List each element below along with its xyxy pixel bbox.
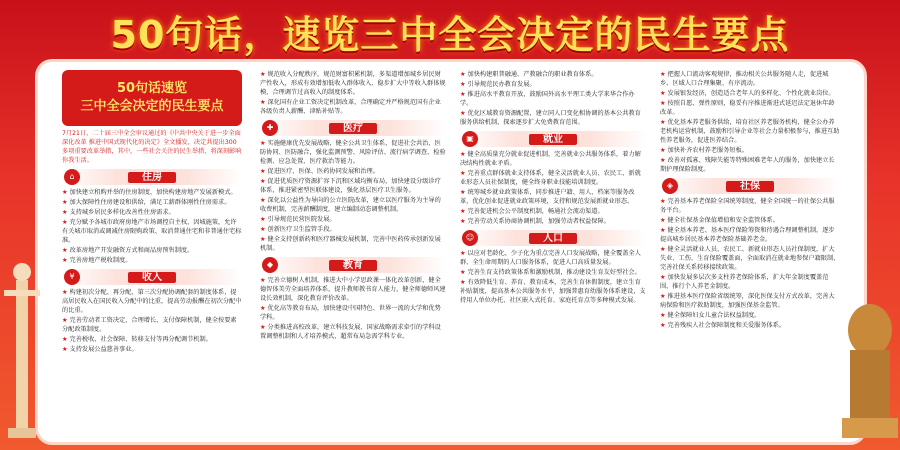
col4-top-list — [660, 70, 840, 174]
list-item: ★ 完善立德树人机制，推进大中小学思政课一体化改革创新，健全德智体美劳全面培养体系，提升教师教书育人能力，健全师德师风建设长效机制，深化教育评价改革。 — [260, 277, 446, 302]
list-item: ★ 分类推进高校改革，建立科技发展、国家战略需求牵引的学科设置调整机制和人才培养模式，超常布局急需学科专业。 — [260, 324, 441, 340]
list-item: ★ 统筹城乡就业政策体系，同步推进户籍、用人、档案等服务改革，优化创业促进就业政策环境，支持和规范发展新就业形态。 — [460, 189, 635, 205]
graduation-cap-icon: ◆ — [262, 257, 278, 273]
subtitle-line-1: 50句话速览 — [116, 81, 188, 96]
list-item: ★ 以应对老龄化、少子化为重点完善人口发展战略，健全覆盖全人群、全生命周期的人口服务体系，促进人口高质量发展。 — [460, 250, 641, 266]
section-header-medical: ✚ 医疗 — [260, 120, 446, 136]
medical-list — [260, 139, 446, 253]
list-item: ★ 健全基本养老、基本医疗保险筹资和待遇合理调整机制，逐步提高城乡居民基本养老保险基础养老金。 — [660, 227, 835, 243]
section-header-social: ◈ 社保 — [660, 178, 840, 194]
section-header-population: ☺ 人口 — [460, 230, 646, 246]
list-item: ★ 引导规范民办教育发展。 — [460, 81, 536, 88]
list-item: ★ 完善劳动关系协商协调机制，加强劳动者权益保障。 — [460, 218, 610, 225]
list-item: ★ 深化以公益性为导向的公立医院改革，建立以医疗服务为主导的收费机制，完善薪酬制度，建立编制动态调整机制。 — [260, 197, 441, 213]
population-list — [460, 249, 646, 305]
section-header-income: ¥ 收入 — [62, 269, 242, 285]
list-item: ★ 按照自愿、弹性原则，稳妥有序推进渐进式延迟法定退休年龄改革。 — [660, 100, 835, 116]
briefcase-icon: ▣ — [462, 131, 478, 147]
list-item: ★ 推进高水平教育开放，鼓励国外高水平理工类大学来华合作办学。 — [460, 91, 635, 107]
column-1 — [62, 70, 242, 355]
list-item: ★ 充分赋予各城市政府房地产市场调控自主权，因城施策，允许有关城市取消或调减住房限购政策、取消普通住宅和非普通住宅标准。 — [62, 219, 242, 244]
income-list — [62, 288, 242, 354]
list-item: ★ 完善税收、社会保障、转移支付等再分配调节机制。 — [62, 336, 212, 343]
subtitle-line-2: 三中全会决定的民生要点 — [80, 99, 224, 114]
list-item: ★ 加快发展多层次多支柱养老保险体系，扩大年金制度覆盖范围，推行个人养老金制度。 — [660, 274, 829, 290]
col2-top-list — [260, 70, 446, 116]
list-item: ★ 推进基本医疗保险省级统筹，深化医保支付方式改革，完善大病保险和医疗救助制度，加强医保基金监管。 — [660, 293, 835, 309]
list-item: ★ 发展银发经济，创造适合老年人的多样化、个性化就业岗位。 — [660, 90, 835, 97]
medical-cross-icon: ✚ — [262, 120, 278, 136]
list-item: ★ 有效降低生育、养育、教育成本，完善生育休假制度，建立生育补贴制度，提高基本公共服务水平，加强普惠育幼服务体系建设，支持用人单位办托、社区嵌入式托育、家庭托育点等多种模式发展。 — [460, 279, 646, 304]
gdp-icon: ¥ — [64, 269, 80, 285]
house-icon: ⌂ — [64, 169, 80, 185]
list-item: ★ 优化高等教育布局，加快建设中国特色、世界一流的大学和优势学科。 — [260, 305, 441, 321]
stone-lion-icon — [838, 280, 898, 440]
list-item: ★ 引导规范民营医院发展。 — [260, 216, 336, 223]
column-4 — [660, 70, 840, 331]
list-item: ★ 深化国有企业工资决定机制改革，合理确定并严格规范国有企业各级负责人薪酬、津贴补贴等。 — [260, 99, 441, 115]
page-title: 50句话，速览三中全会决定的民生要点 — [110, 13, 790, 57]
content-board — [38, 62, 864, 442]
list-item: ★ 加快补齐农村养老服务短板。 — [660, 147, 748, 154]
list-item: ★ 支持城乡居民多样化改善性住房需求。 — [62, 209, 175, 216]
list-item: ★ 完善促进机会公平制度机制，畅通社会流动渠道。 — [460, 208, 604, 215]
list-item: ★ 完善房地产税收制度。 — [62, 257, 132, 264]
education-list — [260, 276, 446, 341]
column-3 — [460, 70, 646, 306]
list-item: ★ 健全保障妇女儿童合法权益制度。 — [660, 312, 761, 319]
list-item: ★ 实施健康优先发展战略，健全公共卫生体系，促进社会共治、医防协同、医防融合，强化监测预警、风险评估、流行病学调查、检验检测、应急处置、医疗救治等能力。 — [260, 140, 446, 165]
column-2 — [260, 70, 446, 342]
list-item: ★ 改善对孤寡、残障失能等特殊困难老年人的服务，加快建立长期护理保险制度。 — [660, 157, 835, 173]
list-item: ★ 优化基本养老服务供给，培育社区养老服务机构，健全公办养老机构运营机制，鼓励和引导企业等社会力量积极参与，推进互助性养老服务，促进医养结合。 — [660, 119, 840, 144]
list-item: ★ 健全社保基金保值增值和安全监管体系。 — [660, 217, 779, 224]
list-item: ★ 完善重点群体就业支持体系，健全灵活就业人员、农民工、新就业形态人员社保制度，健全终身职业技能培训制度。 — [460, 170, 641, 186]
list-item: ★ 健全支持创新药和医疗器械发展机制，完善中医药传承创新发展机制。 — [260, 236, 441, 252]
list-item: ★ 规范收入分配秩序，规范财富积累机制，多渠道增加城乡居民财产性收入，形成有效增加低收入群体收入、稳步扩大中等收入群体规模、合理调节过高收入的制度体系。 — [260, 71, 446, 96]
housing-list — [62, 188, 242, 265]
list-item: ★ 构建初次分配、再分配、第三次分配协调配套的制度体系，提高居民收入在国民收入分配中的比重，提高劳动报酬在初次分配中的比重。 — [62, 289, 242, 314]
huabiao-pillar-icon — [2, 250, 42, 440]
list-item: ★ 加大保障性住房建设和供给，满足工薪群体刚性住房需求。 — [62, 199, 231, 206]
list-item: ★ 支持发展公益慈善事业。 — [62, 346, 138, 353]
list-item: ★ 创新医疗卫生监管手段。 — [260, 226, 336, 233]
list-item: ★ 促进医疗、医保、医药协同发展和治理。 — [260, 168, 379, 175]
list-item: ★ 健全灵活就业人员、农民工、新就业形态人员社保制度，扩大失业、工伤、生育保险覆盖面，全面取消在就业地参保户籍限制，完善社保关系转移接续政策。 — [660, 246, 840, 271]
list-item: ★ 优化区域教育资源配置，建立同人口变化相协调的基本公共教育服务供给机制，探索逐步扩大免费教育范围。 — [460, 110, 641, 126]
list-item: ★ 完善基本养老保险全国统筹制度，健全全国统一的社保公共服务平台。 — [660, 198, 835, 214]
section-header-housing: ⌂ 住房 — [62, 169, 242, 185]
shield-icon: ◈ — [662, 178, 678, 194]
list-item: ★ 加快构建职普融通、产教融合的职业教育体系。 — [460, 71, 598, 78]
list-item: ★ 完善残疾人社会保障制度和关爱服务体系。 — [660, 322, 786, 329]
social-list — [660, 197, 840, 330]
subtitle-banner — [62, 70, 242, 126]
employment-list — [460, 150, 646, 226]
list-item: ★ 加快建立租购并举的住房制度，加快构建房地产发展新模式。 — [62, 189, 237, 196]
intro-text: 7月21日，二十届三中全会审议通过的《中共中央关于进一步全面深化改革 推进中国式现代化的决定》全文播发，决定共提出300多项重要改革举措，其中，一些社会关注的民生举措，将深刻影响你我生活。 — [62, 130, 242, 164]
list-item: ★ 促进优质医疗资源扩容下沉和区域均衡布局，加快建设分级诊疗体系，推进紧密型医联体建设，强化基层医疗卫生服务。 — [260, 178, 441, 194]
people-icon: ☺ — [462, 230, 478, 246]
list-item: ★ 完善劳动者工资决定、合理增长、支付保障机制，健全按要素分配政策制度。 — [62, 317, 237, 333]
list-item: ★ 健全高质量充分就业促进机制，完善就业公共服务体系，着力解决结构性就业矛盾。 — [460, 151, 641, 167]
section-header-education: ◆ 教育 — [260, 257, 446, 273]
list-item: ★ 完善生育支持政策体系和激励机制，推动建设生育友好型社会。 — [460, 269, 641, 276]
section-header-employment: ▣ 就业 — [460, 131, 646, 147]
list-item: ★ 改革房地产开发融资方式和商品房预售制度。 — [62, 247, 194, 254]
col3-top-list — [460, 70, 646, 127]
list-item: ★ 把握人口流动客观规律，推动相关公共服务随人走，促进城乡、区域人口合理集聚、有序流动。 — [660, 71, 829, 87]
